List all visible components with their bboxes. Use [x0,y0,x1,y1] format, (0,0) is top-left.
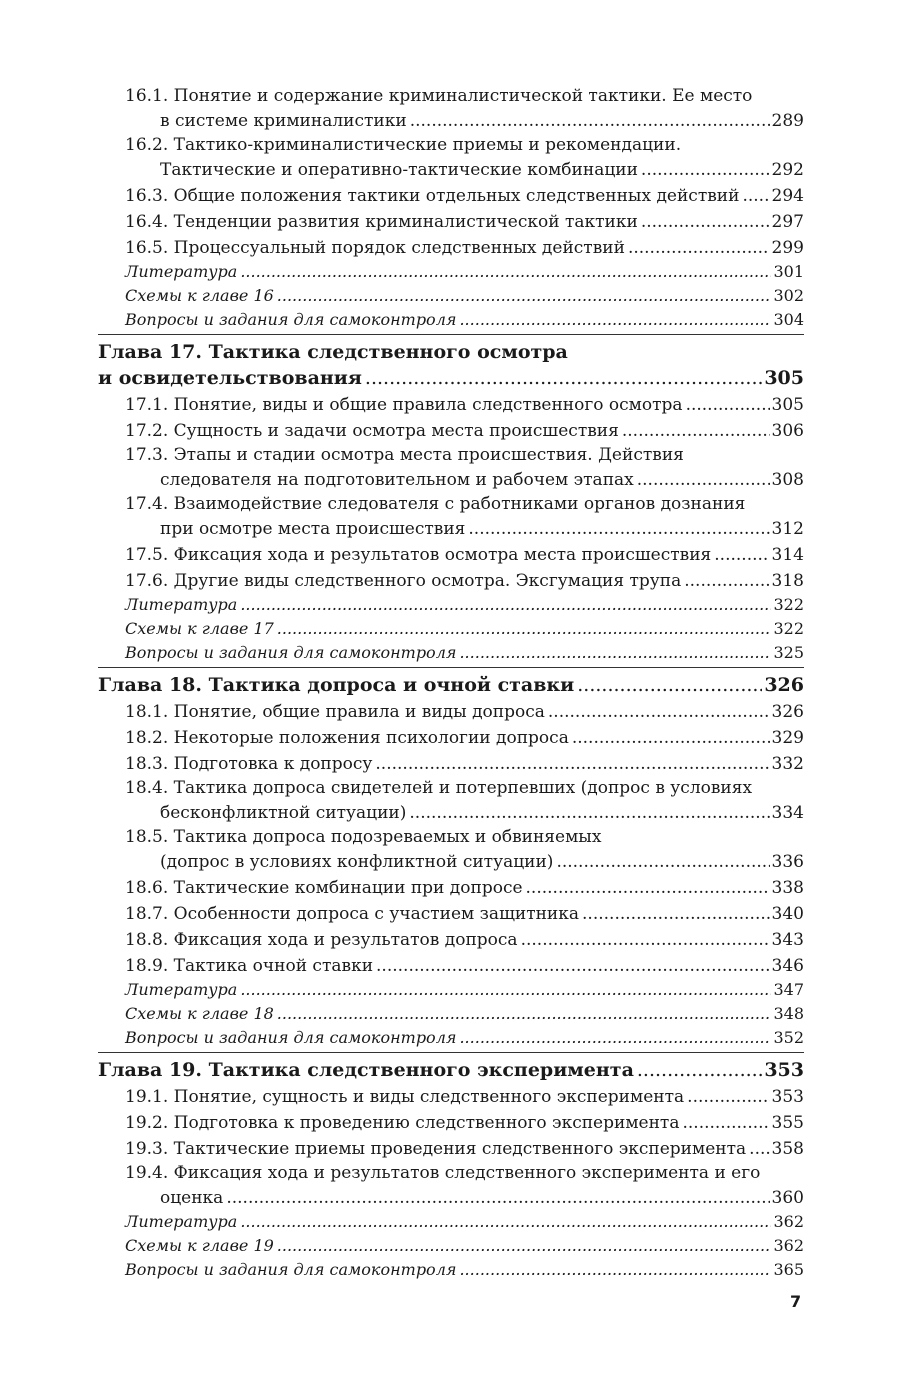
page-ref: 329 [771,727,804,748]
page-ref: 305 [771,394,804,415]
toc-questions-17[interactable]: Вопросы и задания для самоконтроля ..... 325 [98,641,804,665]
toc-entry-17-5[interactable]: 17.5. Фиксация хода и результатов осмотра места происшествия ..... 314 [98,541,804,567]
page-ref: 308 [771,469,804,490]
toc-schemes-16[interactable]: Схемы к главе 16 ..... 302 [98,284,804,308]
toc-chapter-18[interactable]: Глава 18. Тактика допроса и очной ставки ..... 326 [98,672,804,698]
page-ref: 355 [771,1112,804,1133]
toc-entry-16-1[interactable]: 16.1. Понятие и содержание криминалистической тактики. Ее место в системе криминалистики ..... 289 [98,84,804,133]
toc-questions-18[interactable]: Вопросы и задания для самоконтроля ..... 352 [98,1026,804,1050]
toc-questions-16[interactable]: Вопросы и задания для самоконтроля ..... 304 [98,308,804,332]
page-ref: 343 [771,929,804,950]
toc-schemes-19[interactable]: Схемы к главе 19 ..... 362 [98,1234,804,1258]
divider [98,667,804,668]
page-ref: 326 [771,701,804,722]
toc-entry-16-5[interactable]: 16.5. Процессуальный порядок следственных действий ..... 299 [98,234,804,260]
page-ref: 318 [771,570,804,591]
divider [98,1052,804,1053]
page-ref: 289 [771,110,804,131]
toc-entry-17-4[interactable]: 17.4. Взаимодействие следователя с работниками органов дознания при осмотре места происшествия ..... 312 [98,492,804,541]
page-ref: 353 [764,1059,804,1081]
toc-entry-17-2[interactable]: 17.2. Сущность и задачи осмотра места происшествия ..... 306 [98,417,804,443]
toc-chapter-19[interactable]: Глава 19. Тактика следственного эксперимента ..... 353 [98,1057,804,1083]
toc-entry-18-5[interactable]: 18.5. Тактика допроса подозреваемых и обвиняемых (допрос в условиях конфликтной ситуации) ..... 336 [98,825,804,874]
toc-schemes-18[interactable]: Схемы к главе 18 ..... 348 [98,1002,804,1026]
page-ref: 346 [771,955,804,976]
page-ref: 312 [771,518,804,539]
toc-entry-16-3[interactable]: 16.3. Общие положения тактики отдельных следственных действий ..... 294 [98,182,804,208]
toc-literature-17[interactable]: Литература ..... 322 [98,593,804,617]
toc-questions-19[interactable]: Вопросы и задания для самоконтроля ..... 365 [98,1258,804,1282]
page-number: 7 [790,1292,802,1311]
toc-entry-19-1[interactable]: 19.1. Понятие, сущность и виды следственного эксперимента ..... 353 [98,1083,804,1109]
page-ref: 306 [771,420,804,441]
page-ref: 336 [771,851,804,872]
page-ref: 314 [771,544,804,565]
page-ref: 326 [764,674,804,696]
toc-entry-19-4[interactable]: 19.4. Фиксация хода и результатов следственного эксперимента и его оценка ..... 360 [98,1161,804,1210]
page-ref: 292 [771,159,804,180]
toc-entry-18-4[interactable]: 18.4. Тактика допроса свидетелей и потерпевших (допрос в условиях бесконфликтной ситуации) ..... 334 [98,776,804,825]
page-ref: 334 [771,802,804,823]
toc-entry-16-4[interactable]: 16.4. Тенденции развития криминалистической тактики ..... 297 [98,208,804,234]
page-ref: 299 [771,237,804,258]
toc-schemes-17[interactable]: Схемы к главе 17 ..... 322 [98,617,804,641]
toc-literature-16[interactable]: Литература ..... 301 [98,260,804,284]
toc-entry-18-7[interactable]: 18.7. Особенности допроса с участием защитника ..... 340 [98,900,804,926]
toc-entry-19-3[interactable]: 19.3. Тактические приемы проведения следственного эксперимента ..... 358 [98,1135,804,1161]
toc-entry-18-9[interactable]: 18.9. Тактика очной ставки ..... 346 [98,952,804,978]
toc-entry-18-1[interactable]: 18.1. Понятие, общие правила и виды допроса ..... 326 [98,698,804,724]
page-ref: 297 [771,211,804,232]
toc-entry-18-8[interactable]: 18.8. Фиксация хода и результатов допроса ..... 343 [98,926,804,952]
toc-chapter-17[interactable]: Глава 17. Тактика следственного осмотра и освидетельствования ..... 305 [98,339,804,391]
toc-entry-17-6[interactable]: 17.6. Другие виды следственного осмотра. Эксгумация трупа ..... 318 [98,567,804,593]
toc-entry-16-2[interactable]: 16.2. Тактико-криминалистические приемы и рекомендации. Тактические и оперативно-тактические комбинации ..... 292 [98,133,804,182]
table-of-contents [98,84,804,1282]
page-ref: 294 [771,185,804,206]
divider [98,334,804,335]
page-ref: 338 [771,877,804,898]
toc-literature-18[interactable]: Литература ..... 347 [98,978,804,1002]
page-ref: 340 [771,903,804,924]
page-ref: 353 [771,1086,804,1107]
page-ref: 358 [771,1138,804,1159]
toc-entry-19-2[interactable]: 19.2. Подготовка к проведению следственного эксперимента ..... 355 [98,1109,804,1135]
toc-entry-18-2[interactable]: 18.2. Некоторые положения психологии допроса ..... 329 [98,724,804,750]
toc-entry-17-3[interactable]: 17.3. Этапы и стадии осмотра места происшествия. Действия следователя на подготовительном и рабочем этапах ..... 308 [98,443,804,492]
toc-entry-17-1[interactable]: 17.1. Понятие, виды и общие правила следственного осмотра ..... 305 [98,391,804,417]
toc-entry-18-6[interactable]: 18.6. Тактические комбинации при допросе ..... 338 [98,874,804,900]
toc-entry-18-3[interactable]: 18.3. Подготовка к допросу ..... 332 [98,750,804,776]
page-ref: 360 [771,1187,804,1208]
toc-literature-19[interactable]: Литература ..... 362 [98,1210,804,1234]
page-ref: 305 [764,367,804,389]
page-ref: 332 [771,753,804,774]
